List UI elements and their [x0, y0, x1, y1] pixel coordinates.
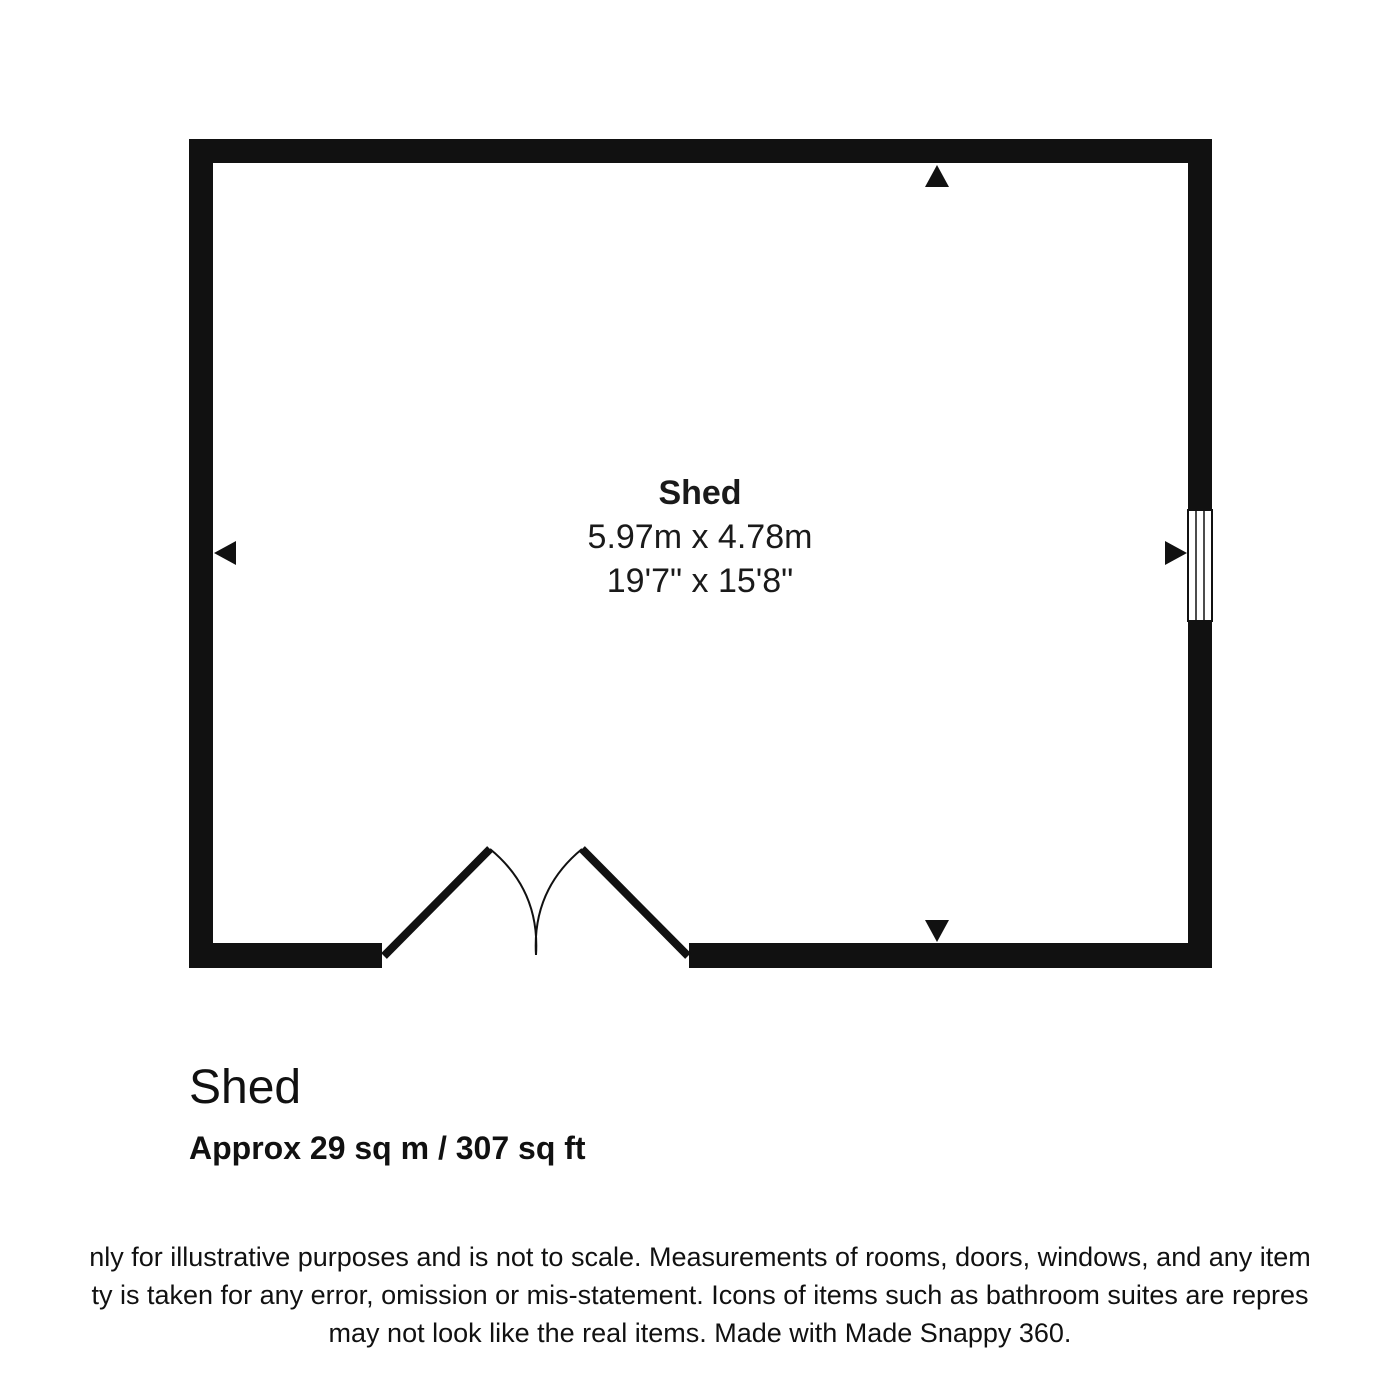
- disclaimer: [0, 1238, 1400, 1352]
- arrow-down-icon: [925, 920, 949, 942]
- wall-bottom-left: [189, 943, 382, 968]
- window-right: [1188, 510, 1212, 621]
- room-dimensions-imperial: 19'7" x 15'8": [606, 562, 794, 600]
- room-name: Shed: [658, 474, 742, 512]
- arrow-right-icon: [1165, 541, 1187, 565]
- disclaimer-line: may not look like the real items. Made with Made Snappy 360.: [328, 1318, 1072, 1348]
- arrow-up-icon: [925, 165, 949, 187]
- wall-right-upper: [1188, 139, 1212, 510]
- disclaimer-line: nly for illustrative purposes and is not to scale. Measurements of rooms, doors, windows, and any item: [89, 1242, 1311, 1272]
- floor-area: Approx 29 sq m / 307 sq ft: [189, 1130, 586, 1166]
- double-door: [384, 849, 688, 956]
- floor-title: Shed: [189, 1061, 302, 1114]
- disclaimer-line: ty is taken for any error, omission or mis-statement. Icons of items such as bathroom suites are repres: [91, 1280, 1309, 1310]
- wall-left: [189, 139, 213, 968]
- arrow-left-icon: [214, 541, 236, 565]
- wall-bottom-right: [689, 943, 1212, 968]
- room-dimensions-metric: 5.97m x 4.78m: [587, 518, 813, 556]
- wall-right-lower: [1188, 621, 1212, 968]
- wall-top: [189, 139, 1212, 163]
